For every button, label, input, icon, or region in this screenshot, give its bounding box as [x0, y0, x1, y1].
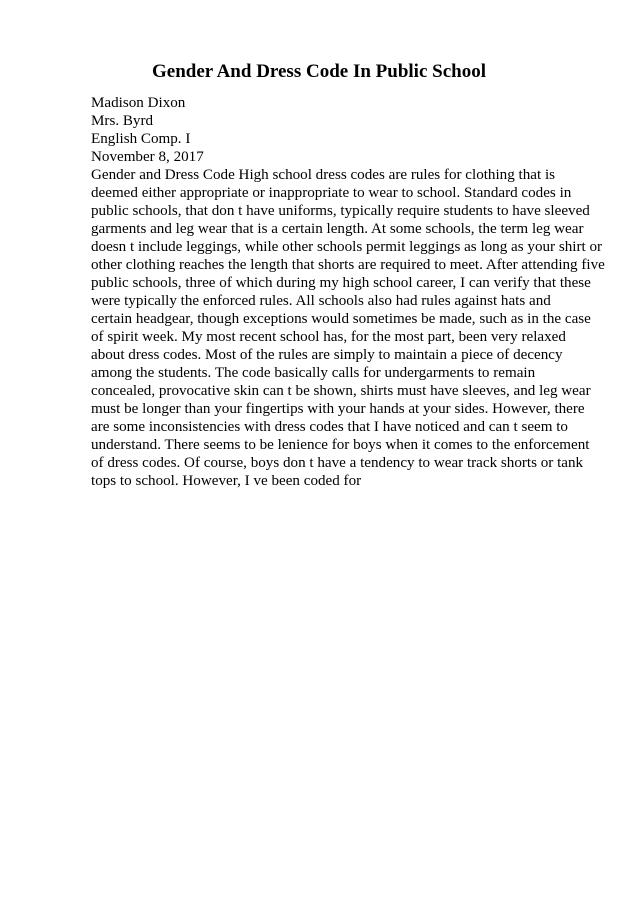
- body-line: certain headgear, though exceptions would sometimes be made, such as in the case: [91, 311, 591, 327]
- author-name: Madison Dixon: [91, 95, 186, 111]
- document-title: Gender And Dress Code In Public School: [152, 61, 486, 82]
- body-line: about dress codes. Most of the rules are simply to maintain a piece of decency: [91, 347, 563, 363]
- instructor-name: Mrs. Byrd: [91, 113, 154, 129]
- body-line: understand. There seems to be lenience for boys when it comes to the enforcement: [91, 437, 590, 453]
- body-line: public schools, three of which during my high school career, I can verify that these: [91, 275, 591, 291]
- body-line: doesn t include leggings, while other schools permit leggings as long as your shirt or: [91, 239, 603, 255]
- body-line: of dress codes. Of course, boys don t have a tendency to wear track shorts or tank: [91, 455, 584, 471]
- body-line: concealed, provocative skin can t be shown, shirts must have sleeves, and leg wear: [91, 383, 591, 399]
- body-line: are some inconsistencies with dress codes that I have noticed and can t seem to: [91, 419, 568, 435]
- course-name: English Comp. I: [91, 131, 191, 147]
- body-line: garments and leg wear that is a certain length. At some schools, the term leg wear: [91, 221, 584, 237]
- body-line: tops to school. However, I ve been coded for: [91, 473, 362, 489]
- body-line: among the students. The code basically calls for undergarments to remain: [91, 365, 536, 381]
- body-line: must be longer than your fingertips with your hands at your sides. However, there: [91, 401, 585, 417]
- document-content: [91, 94, 605, 490]
- body-line: Gender and Dress Code High school dress codes are rules for clothing that is: [91, 167, 556, 183]
- document-date: November 8, 2017: [91, 149, 204, 165]
- body-line: public schools, that don t have uniforms, typically require students to have sleeved: [91, 203, 590, 219]
- body-line: were typically the enforced rules. All schools also had rules against hats and: [91, 293, 551, 309]
- body-line: of spirit week. My most recent school has, for the most part, been very relaxed: [91, 329, 566, 345]
- body-line: deemed either appropriate or inappropriate to wear to school. Standard codes in: [91, 185, 572, 201]
- body-line: other clothing reaches the length that shorts are required to meet. After attending five: [91, 257, 605, 273]
